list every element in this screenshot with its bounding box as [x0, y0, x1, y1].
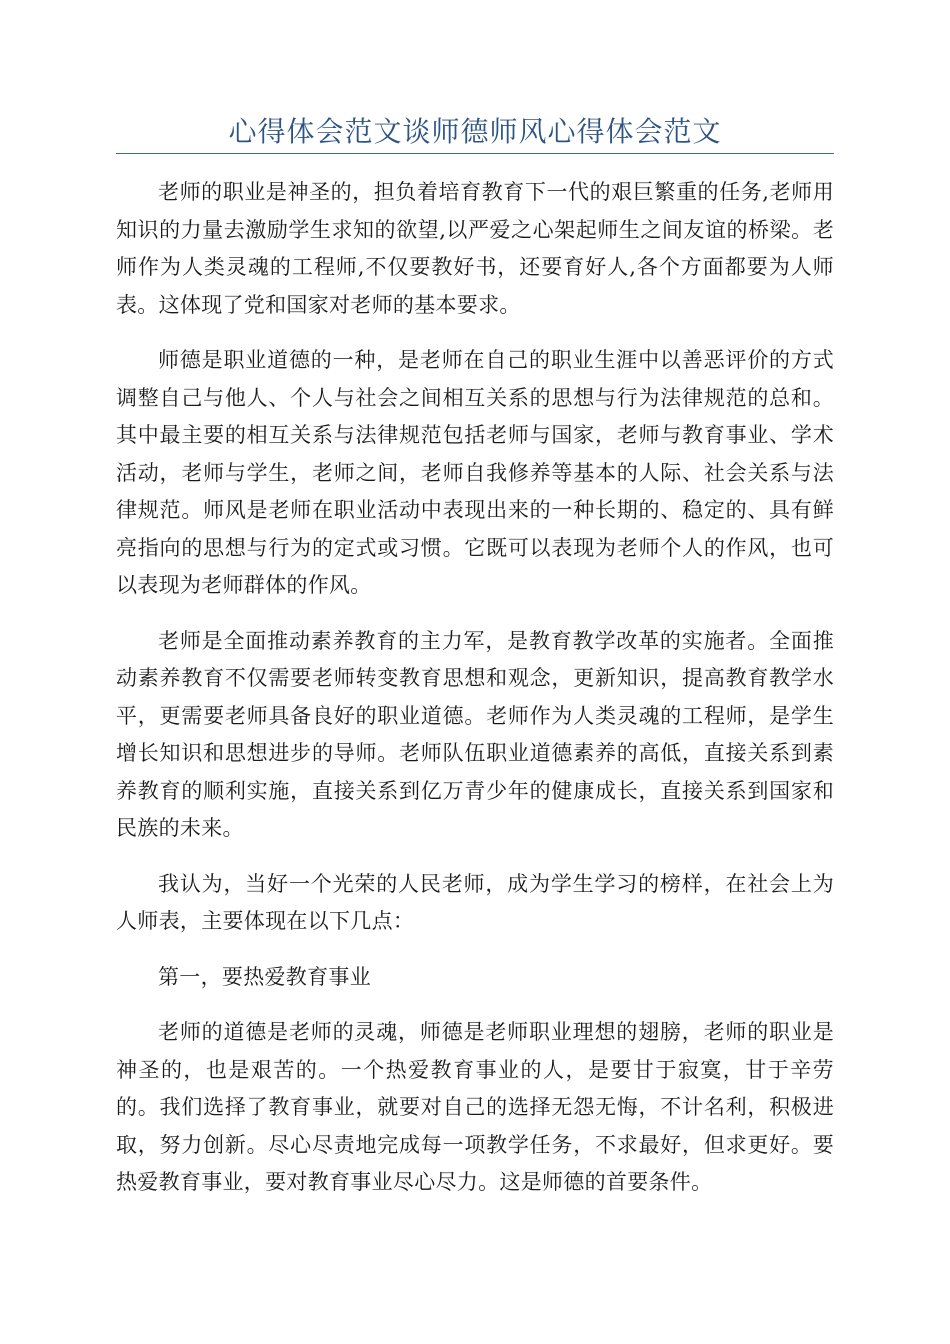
paragraph: 老师的道德是老师的灵魂，师德是老师职业理想的翅膀，老师的职业是神圣的，也是艰苦的。一个热爱教育事业的人，是要甘于寂寞，甘于辛劳的。我们选择了教育事业，就要对自己的选择无怨无悔，不计名利，积极进取，努力创新。尽心尽责地完成每一项教学任务，不求最好，但求更好。要热爱教育事业，要对教育事业尽心尽力。这是师德的首要条件。: [116, 1020, 834, 1194]
document-body: [116, 174, 834, 1220]
document-title: 心得体会范文谈师德师风心得体会范文: [228, 115, 722, 148]
paragraph: 老师是全面推动素养教育的主力军，是教育教学改革的实施者。全面推动素养教育不仅需要老师转变教育思想和观念，更新知识，提高教育教学水平，更需要老师具备良好的职业道德。老师作为人类灵魂的工程师，是学生增长知识和思想进步的导师。老师队伍职业道德素养的高低，直接关系到素养教育的顺利实施，直接关系到亿万青少年的健康成长，直接关系到国家和民族的未来。: [116, 628, 834, 840]
paragraph: 师德是职业道德的一种，是老师在自己的职业生涯中以善恶评价的方式调整自己与他人、个人与社会之间相互关系的思想与行为法律规范的总和。其中最主要的相互关系与法律规范包括老师与国家，老师与教育事业、学术活动，老师与学生，老师之间，老师自我修养等基本的人际、社会关系与法律规范。师风是老师在职业活动中表现出来的一种长期的、稳定的、具有鲜亮指向的思想与行为的定式或习惯。它既可以表现为老师个人的作风，也可以表现为老师群体的作风。: [116, 348, 834, 597]
paragraph: 老师的职业是神圣的，担负着培育教育下一代的艰巨繁重的任务,老师用知识的力量去激励学生求知的欲望,以严爱之心架起师生之间友谊的桥梁。老师作为人类灵魂的工程师,不仅要教好书，还要育好人,各个方面都要为人师表。这体现了党和国家对老师的基本要求。: [116, 180, 834, 317]
paragraph: 我认为，当好一个光荣的人民老师，成为学生学习的榜样，在社会上为人师表，主要体现在以下几点：: [116, 871, 834, 933]
section-heading: 第一，要热爱教育事业: [158, 964, 371, 989]
title-underline: [116, 153, 834, 154]
